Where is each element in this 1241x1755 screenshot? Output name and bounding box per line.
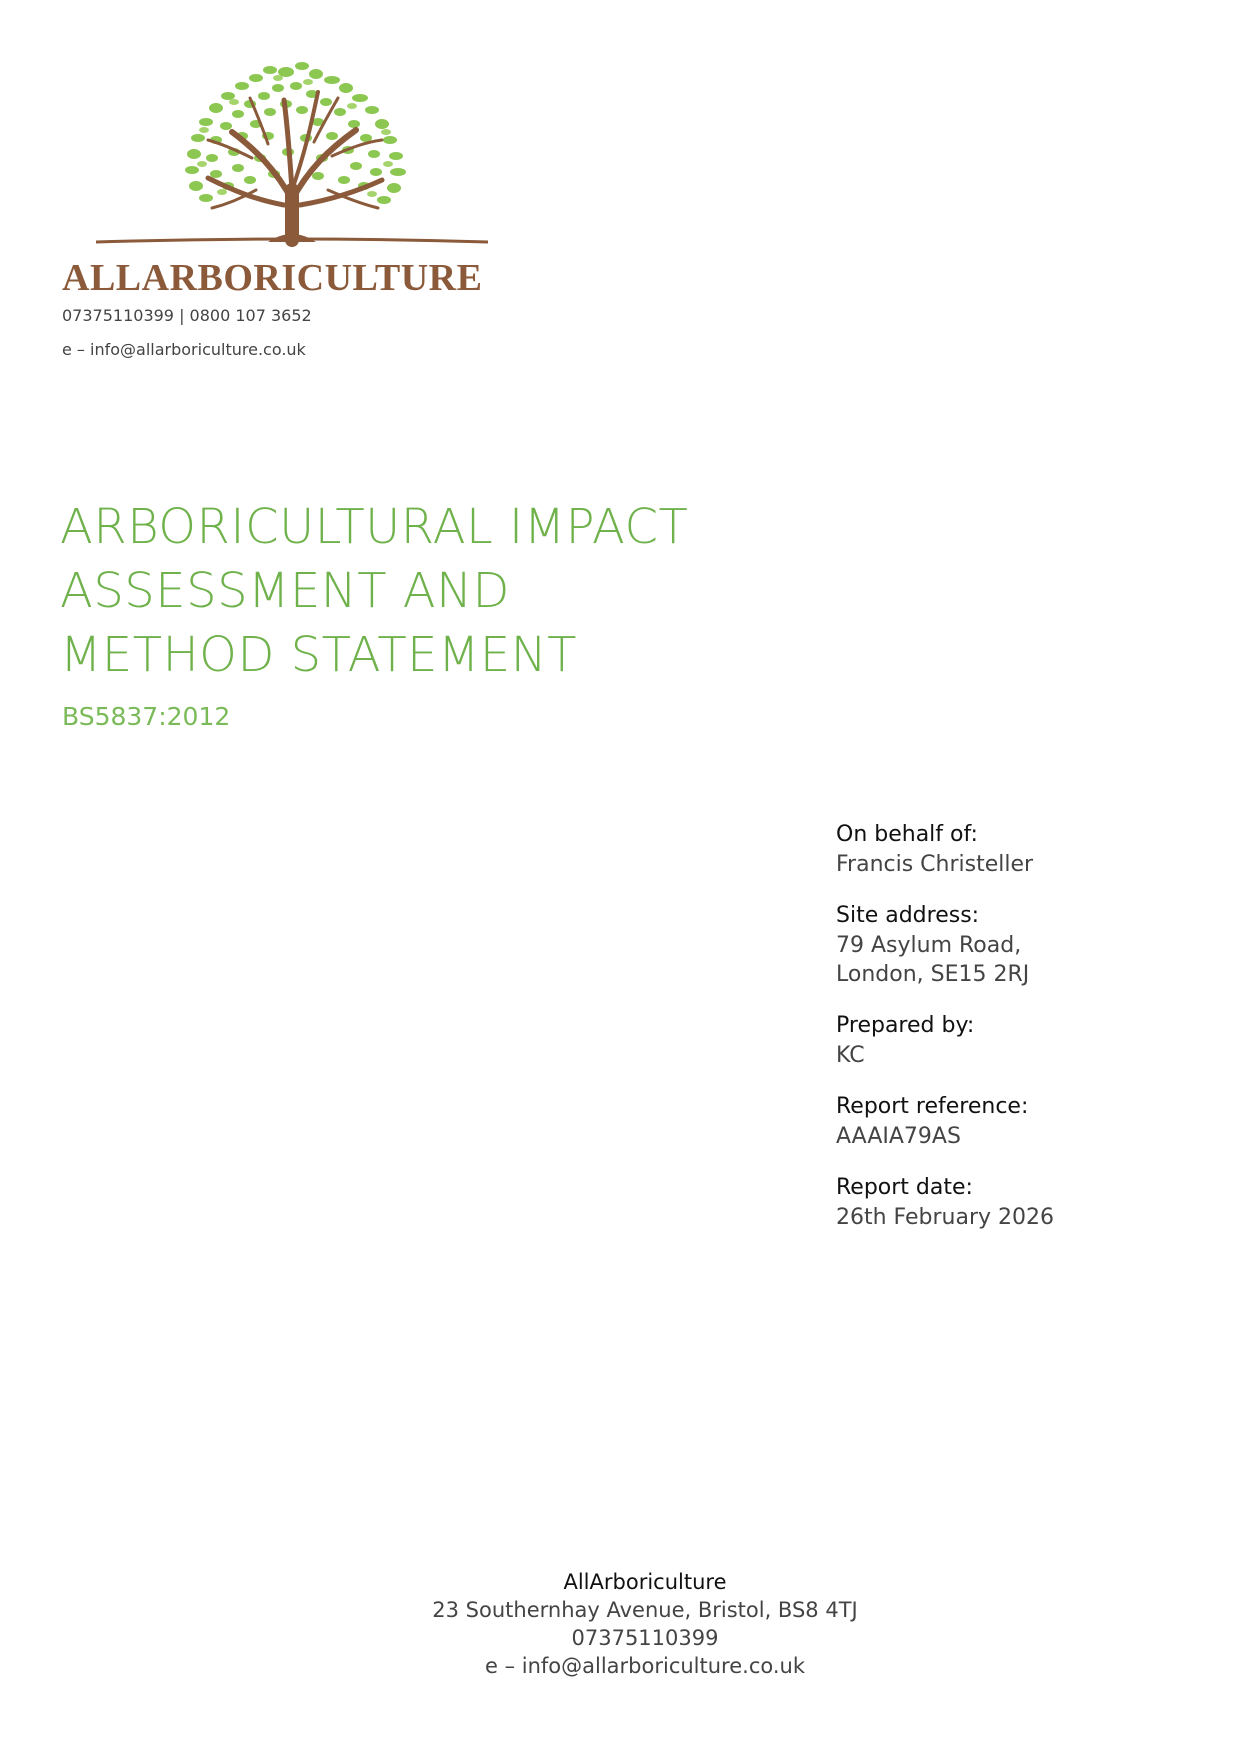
brand-name: ALLARBORICULTURE	[62, 257, 483, 299]
site-address-field	[836, 901, 1216, 989]
title-line-2: ASSESSMENT AND	[60, 563, 510, 619]
title-line-1: ARBORICULTURAL IMPACT	[60, 499, 689, 555]
report-title	[60, 495, 688, 687]
on-behalf-label: On behalf of:	[836, 822, 978, 847]
tree-icon	[56, 40, 516, 260]
footer-address: 23 Southernhay Avenue, Bristol, BS8 4TJ	[432, 1598, 858, 1622]
report-reference-field	[836, 1092, 1216, 1151]
header-email[interactable]: e – info@allarboriculture.co.uk	[62, 340, 306, 359]
report-details	[836, 820, 1216, 1254]
on-behalf-value: Francis Christeller	[836, 852, 1034, 877]
on-behalf-field	[836, 820, 1216, 879]
site-address-line-1: 79 Asylum Road,	[836, 933, 1022, 958]
prepared-by-label: Prepared by:	[836, 1013, 975, 1038]
header-phones: 07375110399 | 0800 107 3652	[62, 306, 312, 325]
report-date-value: 26th February 2026	[836, 1205, 1055, 1230]
report-reference-label: Report reference:	[836, 1094, 1029, 1119]
site-address-label: Site address:	[836, 903, 980, 928]
standard-code: BS5837:2012	[62, 702, 231, 731]
report-date-field	[836, 1173, 1216, 1232]
prepared-by-value: KC	[836, 1043, 865, 1068]
footer-email[interactable]: e – info@allarboriculture.co.uk	[484, 1654, 805, 1678]
footer-company: AllArboriculture	[563, 1570, 727, 1594]
report-reference-value: AAAIA79AS	[836, 1124, 961, 1149]
site-address-line-2: London, SE15 2RJ	[836, 962, 1030, 987]
report-date-label: Report date:	[836, 1175, 973, 1200]
title-line-3: METHOD STATEMENT	[60, 627, 577, 683]
footer	[0, 1568, 1241, 1680]
footer-phone: 07375110399	[571, 1626, 719, 1650]
prepared-by-field	[836, 1011, 1216, 1070]
